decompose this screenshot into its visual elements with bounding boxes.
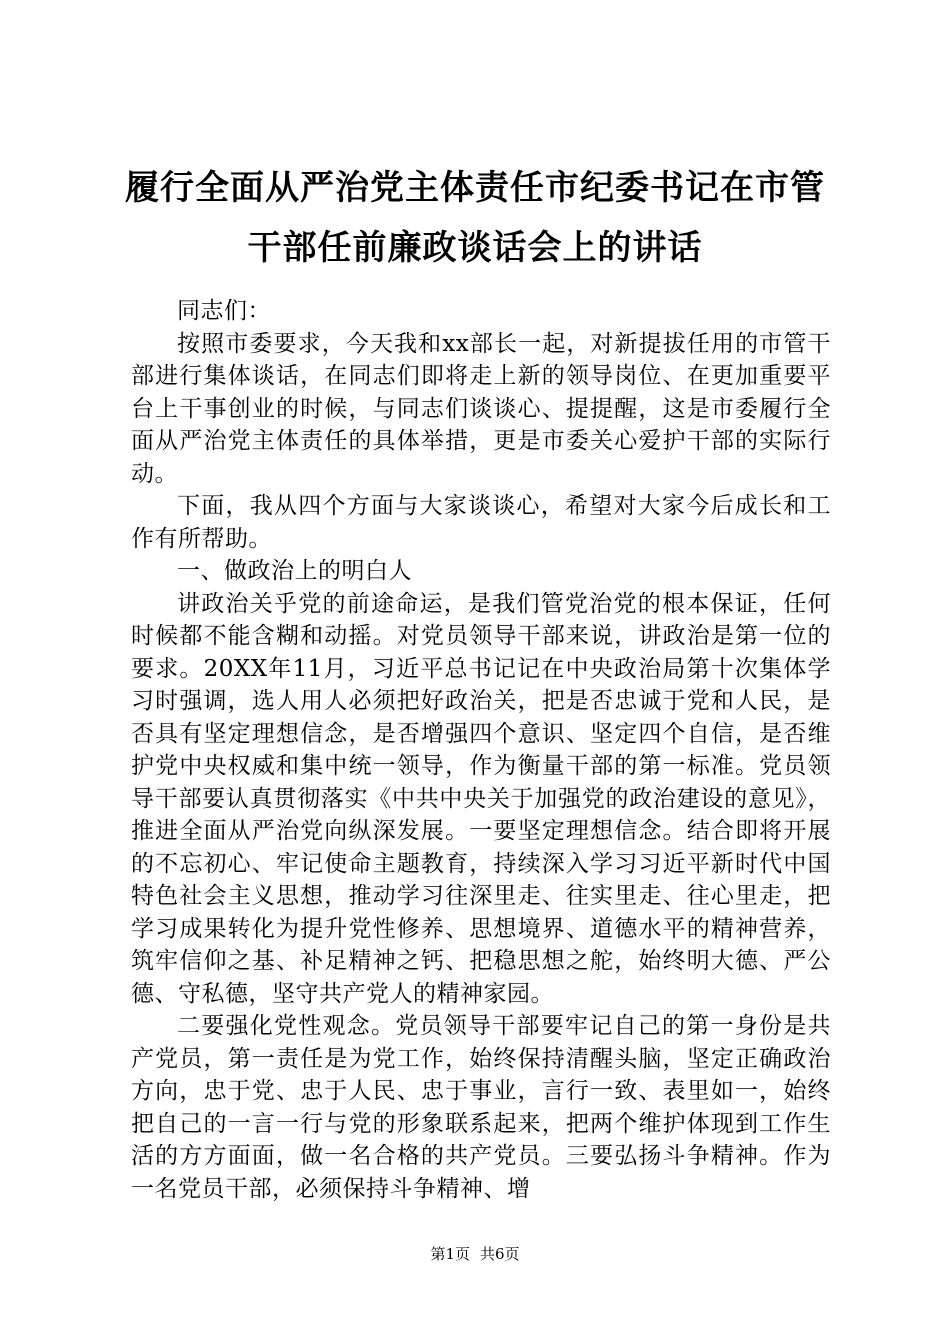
page-total: 共6页 xyxy=(480,1245,520,1263)
page-footer xyxy=(0,1244,950,1264)
paragraph: 二要强化党性观念。党员领导干部要牢记自己的第一身份是共产党员，第一责任是为党工作，始终保持清醒头脑，坚定正确政治方向，忠于党、忠于人民、忠于事业，言行一致、表里如一，始终把自己的一言一行与党的形象联系起来，把两个维护体现到工作生活的方方面面，做一名合格的共产党员。三要弘扬斗争精神。作为一名党员干部，必须保持斗争精神、增 xyxy=(131,1013,831,1202)
title-line-1: 履行全面从严治党主体责任市纪委书记在市管 xyxy=(125,168,825,208)
salutation: 同志们： xyxy=(177,298,271,324)
section-heading: 一、做政治上的明白人 xyxy=(177,558,412,584)
title-line-2: 干部任前廉政谈话会上的讲话 xyxy=(247,228,703,268)
document-title xyxy=(110,158,840,278)
paragraph: 讲政治关乎党的前途命运，是我们管党治党的根本保证，任何时候都不能含糊和动摇。对党员领导干部来说，讲政治是第一位的要求。20XX年11月，习近平总书记记在中央政治局第十次集体学习时强调，选人用人必须把好政治关，把是否忠诚于党和人民，是否具有坚定理想信念，是否增强四个意识、坚定四个自信，是否维护党中央权威和集中统一领导，作为衡量干部的第一标准。党员领导干部要认真贯彻落实《中共中央关于加强党的政治建设的意见》，推进全面从严治党向纵深发展。一要坚定理想信念。结合即将开展的不忘初心、牢记使命主题教育，持续深入学习习近平新时代中国特色社会主义思想，推动学习往深里走、往实里走、往心里走，把学习成果转化为提升党性修养、思想境界、道德水平的精神营养，筑牢信仰之基、补足精神之钙、把稳思想之舵，始终明大德、严公德、守私德，坚守共产党人的精神家园。 xyxy=(131,590,831,1007)
page-number: 第1页 xyxy=(430,1245,470,1263)
document-body xyxy=(131,295,831,1205)
paragraph: 按照市委要求，今天我和xx部长一起，对新提拔任用的市管干部进行集体谈话，在同志们即将走上新的领导岗位、在更加重要平台上干事创业的时候，与同志们谈谈心、提提醒，这是市委履行全面从严治党主体责任的具体举措，更是市委关心爱护干部的实际行动。 xyxy=(131,330,831,487)
paragraph: 下面，我从四个方面与大家谈谈心，希望对大家今后成长和工作有所帮助。 xyxy=(131,493,831,552)
